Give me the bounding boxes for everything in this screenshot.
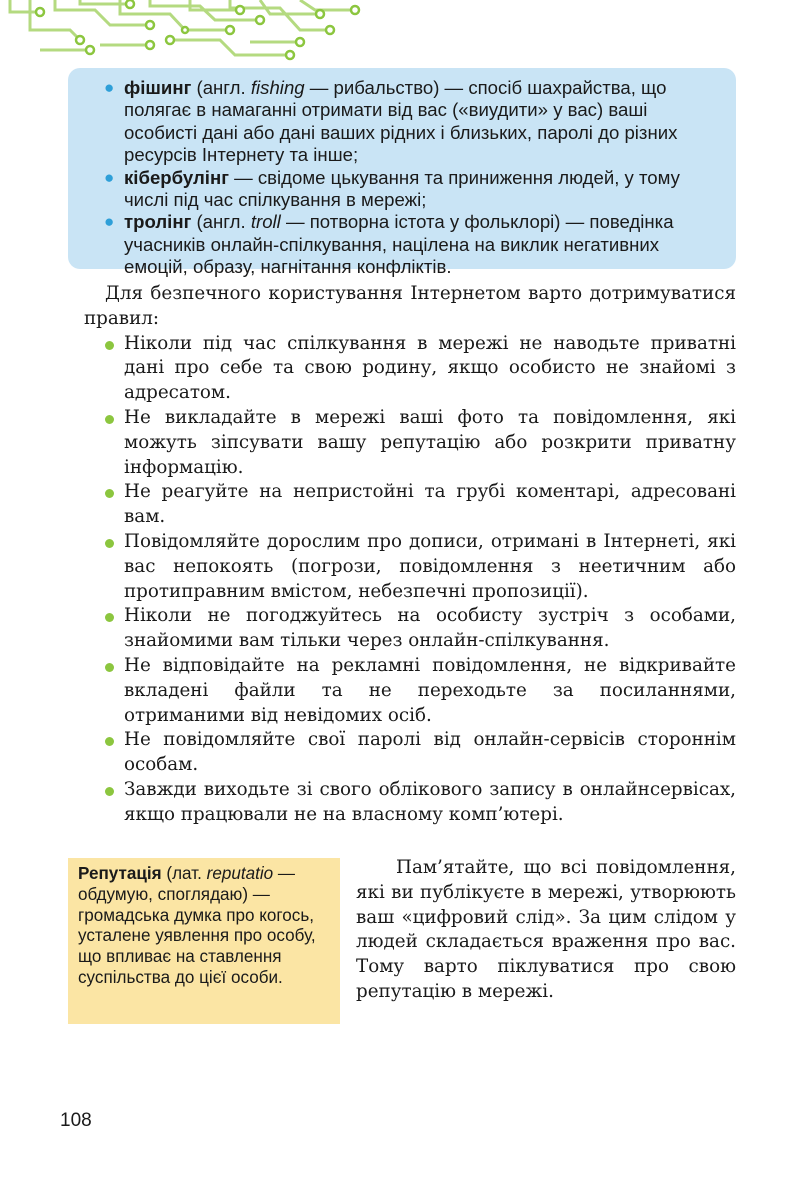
- definition-trolling: ● тролінг (англ. troll — потворна істота у фольклорі) — поведінка учасників онлайн-спілкування, націлена на виклик негативних емоцій, образу, нагнітання конфліктів.: [104, 211, 674, 278]
- list-item: Ніколи не погоджуйтесь на особисту зустріч з особами, знайомими вам тільки через онлайн-спілкування.: [84, 604, 736, 654]
- reputation-definition-box: Репутація (лат. reputatio — обдумую, споглядаю) — громадська думка про когось, усталене уявлення про особу, що впливає на ставлення суспільства до цієї особи.: [68, 858, 340, 1024]
- page-number: 108: [60, 1110, 92, 1131]
- bullet-icon: ●: [104, 167, 115, 187]
- list-item: Ніколи під час спілкування в мережі не наводьте приватні дані про себе та свою родину, якщо особисто не знайомі з адресатом.: [84, 332, 736, 406]
- bullet-icon: [105, 663, 114, 672]
- bullet-icon: [105, 415, 114, 424]
- safety-rules-section: [84, 282, 736, 828]
- term-phishing: фішинг: [124, 77, 192, 98]
- definition-cyberbullying: ● кібербулінг — свідоме цькування та приниження людей, у тому числі під час спілкування в мережі;: [104, 166, 680, 211]
- intro-paragraph: Для безпечного користування Інтернетом варто дотримуватися правил:: [84, 283, 736, 329]
- term-reputation: Репутація: [78, 864, 162, 883]
- bullet-icon: ●: [104, 212, 115, 232]
- list-item: Завжди виходьте зі свого облікового запису в онлайнсервісах, якщо працювали не на власному комп’ютері.: [84, 778, 736, 828]
- list-item: Не відповідайте на рекламні повідомлення, не відкривайте вкладені файли та не переходьте за посиланнями, отриманими від невідомих осіб.: [84, 654, 736, 728]
- bullet-icon: [105, 341, 114, 350]
- bullet-icon: [105, 737, 114, 746]
- bullet-icon: [105, 613, 114, 622]
- definition-phishing: ● фішинг (англ. fishing — рибальство) — спосіб шахрайства, що полягає в намаганні отримати від вас («виудити» у вас) ваші особисті дані або дані ваших рідних і близьких, паролі до різних ресурсів Інтернету та інше;: [104, 77, 678, 166]
- term-cyberbullying: кібербулінг: [124, 166, 229, 188]
- list-item: Повідомляйте дорослим про дописи, отримані в Інтернеті, які вас непокоять (погрози, повідомлення з неетичним або протиправним вмістом, небезпечні пропозиції).: [84, 530, 736, 604]
- list-item: Не повідомляйте свої паролі від онлайн-сервісів стороннім особам.: [84, 728, 736, 778]
- bullet-icon: [105, 787, 114, 796]
- terms-definition-box: [68, 68, 736, 278]
- circuit-decoration: [0, 0, 380, 62]
- bullet-icon: ●: [104, 78, 115, 97]
- term-trolling: тролінг: [124, 211, 192, 233]
- bullet-icon: [105, 539, 114, 548]
- bullet-icon: [105, 489, 114, 498]
- rules-list: [84, 332, 736, 828]
- closing-paragraph: Пам’ятайте, що всі повідомлення, які ви публікуєте в мережі, утворюють ваш «цифровий слід». За цим слідом у людей складається враження про вас. Тому варто піклуватися про свою репутацію в мережі.: [356, 857, 736, 1002]
- list-item: Не викладайте в мережі ваші фото та повідомлення, які можуть зіпсувати вашу репутацію або розкрити приватну інформацію.: [84, 406, 736, 480]
- list-item: Не реагуйте на непристойні та грубі коментарі, адресовані вам.: [84, 480, 736, 530]
- closing-paragraph-block: [356, 856, 736, 1005]
